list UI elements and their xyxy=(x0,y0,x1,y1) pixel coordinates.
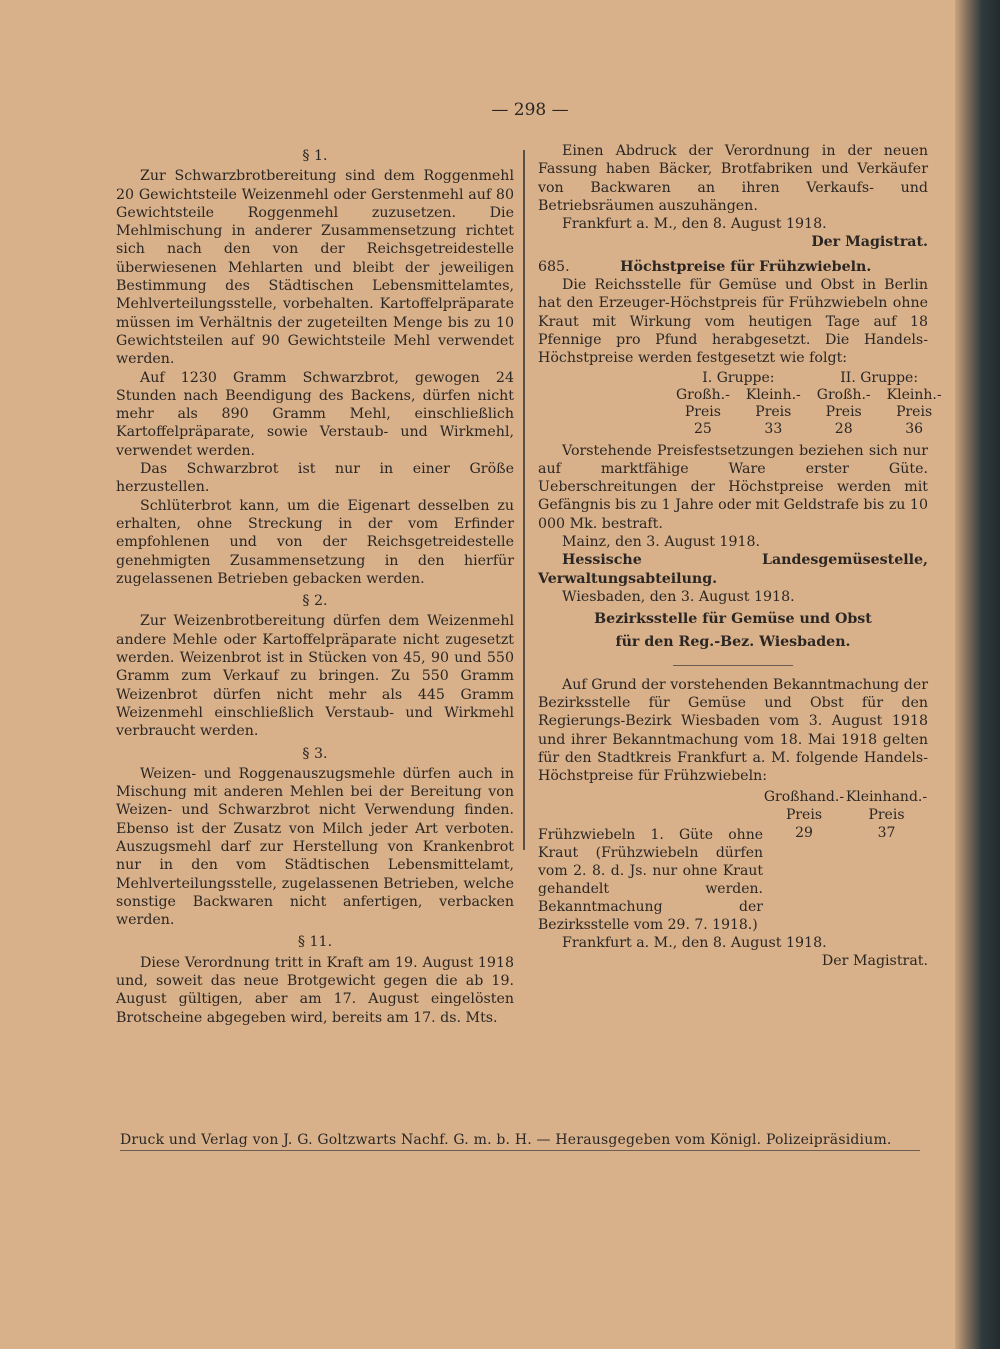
section-1-paragraph-3: Das Schwarzbrot ist nur in einer Größe herzustellen. xyxy=(116,461,514,496)
header-retail-2: Kleinh.- xyxy=(886,386,942,403)
footer-rule xyxy=(120,1150,920,1151)
separator-rule xyxy=(673,665,793,666)
notice-date-1: Frankfurt a. M., den 8. August 1918. xyxy=(562,216,827,233)
item-description: Frühzwiebeln 1. Güte ohne Kraut (Frühzwiebeln dürfen vom 2. 8. d. Js. nur ohne Kraut gehandelt werden. Bekanntmachung der Bezirksstelle vom 29. 7. 1918.) xyxy=(538,826,763,933)
notice-title: Höchstpreise für Frühzwiebeln. xyxy=(620,258,872,275)
item-retail-price: 37 xyxy=(877,824,896,841)
header-preis: Preis xyxy=(825,403,862,420)
page-number: — 298 — xyxy=(491,100,569,120)
section-1-paragraph-4: Schlüterbrot kann, um die Eigenart desselben zu erhalten, ohne Streckung in der vom Erfinder empfohlenen und von der Reichsgetreidestelle genehmigten Zusammensetzung in den hierfür zugelassenen Betrieben gebacken werden. xyxy=(116,497,514,587)
section-11-paragraph: Diese Verordnung tritt in Kraft am 19. August 1918 und, soweit das neue Brotgewicht gegen die ab 19. August gültigen, aber am 17. August eingelösten Brotscheine abgegeben wird, bereits am 17. ds. Mts. xyxy=(116,954,514,1026)
section-1-paragraph-2: Auf 1230 Gramm Schwarzbrot, gewogen 24 Stunden nach Beendigung des Backens, dürfen nicht mehr als 890 Gramm Mehl, einschließlich Kartoffelpräparate, sowie Verstaub- und Wirkmehl, verwendet werden. xyxy=(116,369,514,459)
section-2-heading: § 2. xyxy=(302,593,328,610)
section-1-paragraph-1: Zur Schwarzbrotbereitung sind dem Roggenmehl 20 Gewichtsteile Weizenmehl oder Gerstenmehl auf 80 Gewichtsteile Roggenmehl zuzusetzen. Die Mehlmischung in anderer Zusammensetzung richtet sich nach den von der Reichsgetreidestelle überwiesenen Mehlarten und bleibt der jeweiligen Bestimmung des Städtischen Lebensmittelamtes, Mehlverteilungsstelle, vorbehalten. Kartoffelpräparate müssen im Verhältnis der zugeteilten Menge bis zu 10 Gewichtsteilen auf 90 Gewichtsteile Mehl verwendet werden. xyxy=(116,168,514,368)
left-column xyxy=(116,143,514,1027)
notice-paragraph-4: Auf Grund der vorstehenden Bekanntmachung der Bezirksstelle für Gemüse und Obst für den Regierungs-Bezirk Wiesbaden vom 3. August 1918 und ihrer Bekanntmachung vom 18. Mai 1918 gelten für den Stadtkreis Frankfurt a. M. folgende Handels-Höchstpreise für Frühzwiebeln: xyxy=(538,676,928,785)
price-value: 25 xyxy=(694,420,712,437)
notice-paragraph-2: Die Reichsstelle für Gemüse und Obst in Berlin hat den Erzeuger-Höchstpreis für Frühzwiebeln ohne Kraut mit Wirkung vom heutigen Tage auf 18 Pfennige pro Pfund herabgesetzt. Die Handels-Höchstpreise werden festgesetzt wie folgt: xyxy=(538,277,928,367)
footer-imprint: Druck und Verlag von J. G. Goltzwarts Nachf. G. m. b. H. — Herausgegeben vom Königl. Polizeipräsidium. xyxy=(120,1132,892,1148)
header-wholesale: Großhand.- Preis xyxy=(763,788,845,823)
signature-2: Der Magistrat. xyxy=(821,952,928,969)
group-1-label: I. Gruppe: xyxy=(702,369,775,386)
price-table-groups xyxy=(668,370,950,438)
header-preis: Preis xyxy=(684,403,721,420)
header-retail-1: Kleinh.- xyxy=(745,386,801,403)
notice-paragraph-1: Einen Abdruck der Verordnung in der neuen Fassung haben Bäcker, Brotfabriken und Verkäufer von Backwaren an ihren Verkaufs- und Betriebsräumen auszuhängen. xyxy=(538,143,928,214)
authority-2-line-2: für den Reg.-Bez. Wiesbaden. xyxy=(615,633,851,650)
header-retail: Kleinhand.- Preis xyxy=(845,788,928,823)
price-table-frankfurt xyxy=(538,788,928,934)
price-value: 36 xyxy=(905,420,924,437)
price-value: 28 xyxy=(834,420,853,437)
notice-number: 685. xyxy=(538,258,570,275)
notice-date-2: Mainz, den 3. August 1918. xyxy=(562,534,761,551)
header-preis: Preis xyxy=(755,403,792,420)
header-preis: Preis xyxy=(896,403,933,420)
header-wholesale-1: Großh.- xyxy=(676,386,730,403)
header-wholesale-2: Großh.- xyxy=(816,386,871,403)
group-2-label: II. Gruppe: xyxy=(840,369,919,386)
notice-paragraph-3: Vorstehende Preisfestsetzungen beziehen sich nur auf marktfähige Ware erster Güte. Ueberschreitungen der Höchstpreise werden mit Gefängnis bis zu 1 Jahre oder mit Geldstrafe bis zu 10 000 Mk. bestraft. xyxy=(538,442,928,532)
section-3-paragraph: Weizen- und Roggenauszugsmehle dürfen auch in Mischung mit anderen Mehlen bei der Bereitung von Weizen- und Schwarzbrot nicht Verwendung finden. Ebenso ist der Zusatz von Milch jeder Art verboten. Auszugsmehl darf zur Herstellung von Krankenbrot nur in den vom Städtischen Lebensmittelamt, Mehlverteilungsstelle, zugelassenen Betrieben, welche sonstige Backwaren nicht anfertigen, verbacken werden. xyxy=(116,765,514,929)
authority-1: Hessische Landesgemüsestelle, Verwaltungsabteilung. xyxy=(538,552,928,587)
authority-2-line-1: Bezirksstelle für Gemüse und Obst xyxy=(594,611,872,628)
column-divider xyxy=(523,150,525,850)
signature-1: Der Magistrat. xyxy=(811,234,928,251)
section-1-heading: § 1. xyxy=(302,148,328,164)
item-wholesale-price: 29 xyxy=(795,824,813,841)
notice-date-4: Frankfurt a. M., den 8. August 1918. xyxy=(562,934,827,951)
notice-date-3: Wiesbaden, den 3. August 1918. xyxy=(562,588,795,605)
section-11-heading: § 11. xyxy=(297,934,333,951)
section-2-paragraph: Zur Weizenbrotbereitung dürfen dem Weizenmehl andere Mehle oder Kartoffelpräparate nicht zugesetzt werden. Weizenbrot ist in Stücken von 45, 90 und 550 Gramm zum Verkauf zu bringen. Zu 550 Gramm Weizenbrot dürfen nicht mehr als 445 Gramm Weizenmehl einschließlich Verstaub- und Wirkmehl verbraucht werden. xyxy=(116,613,514,740)
notice-title-line xyxy=(538,258,928,276)
section-3-heading: § 3. xyxy=(302,745,328,762)
price-value: 33 xyxy=(764,420,783,437)
right-column xyxy=(538,142,942,970)
book-spine xyxy=(955,0,1000,1349)
